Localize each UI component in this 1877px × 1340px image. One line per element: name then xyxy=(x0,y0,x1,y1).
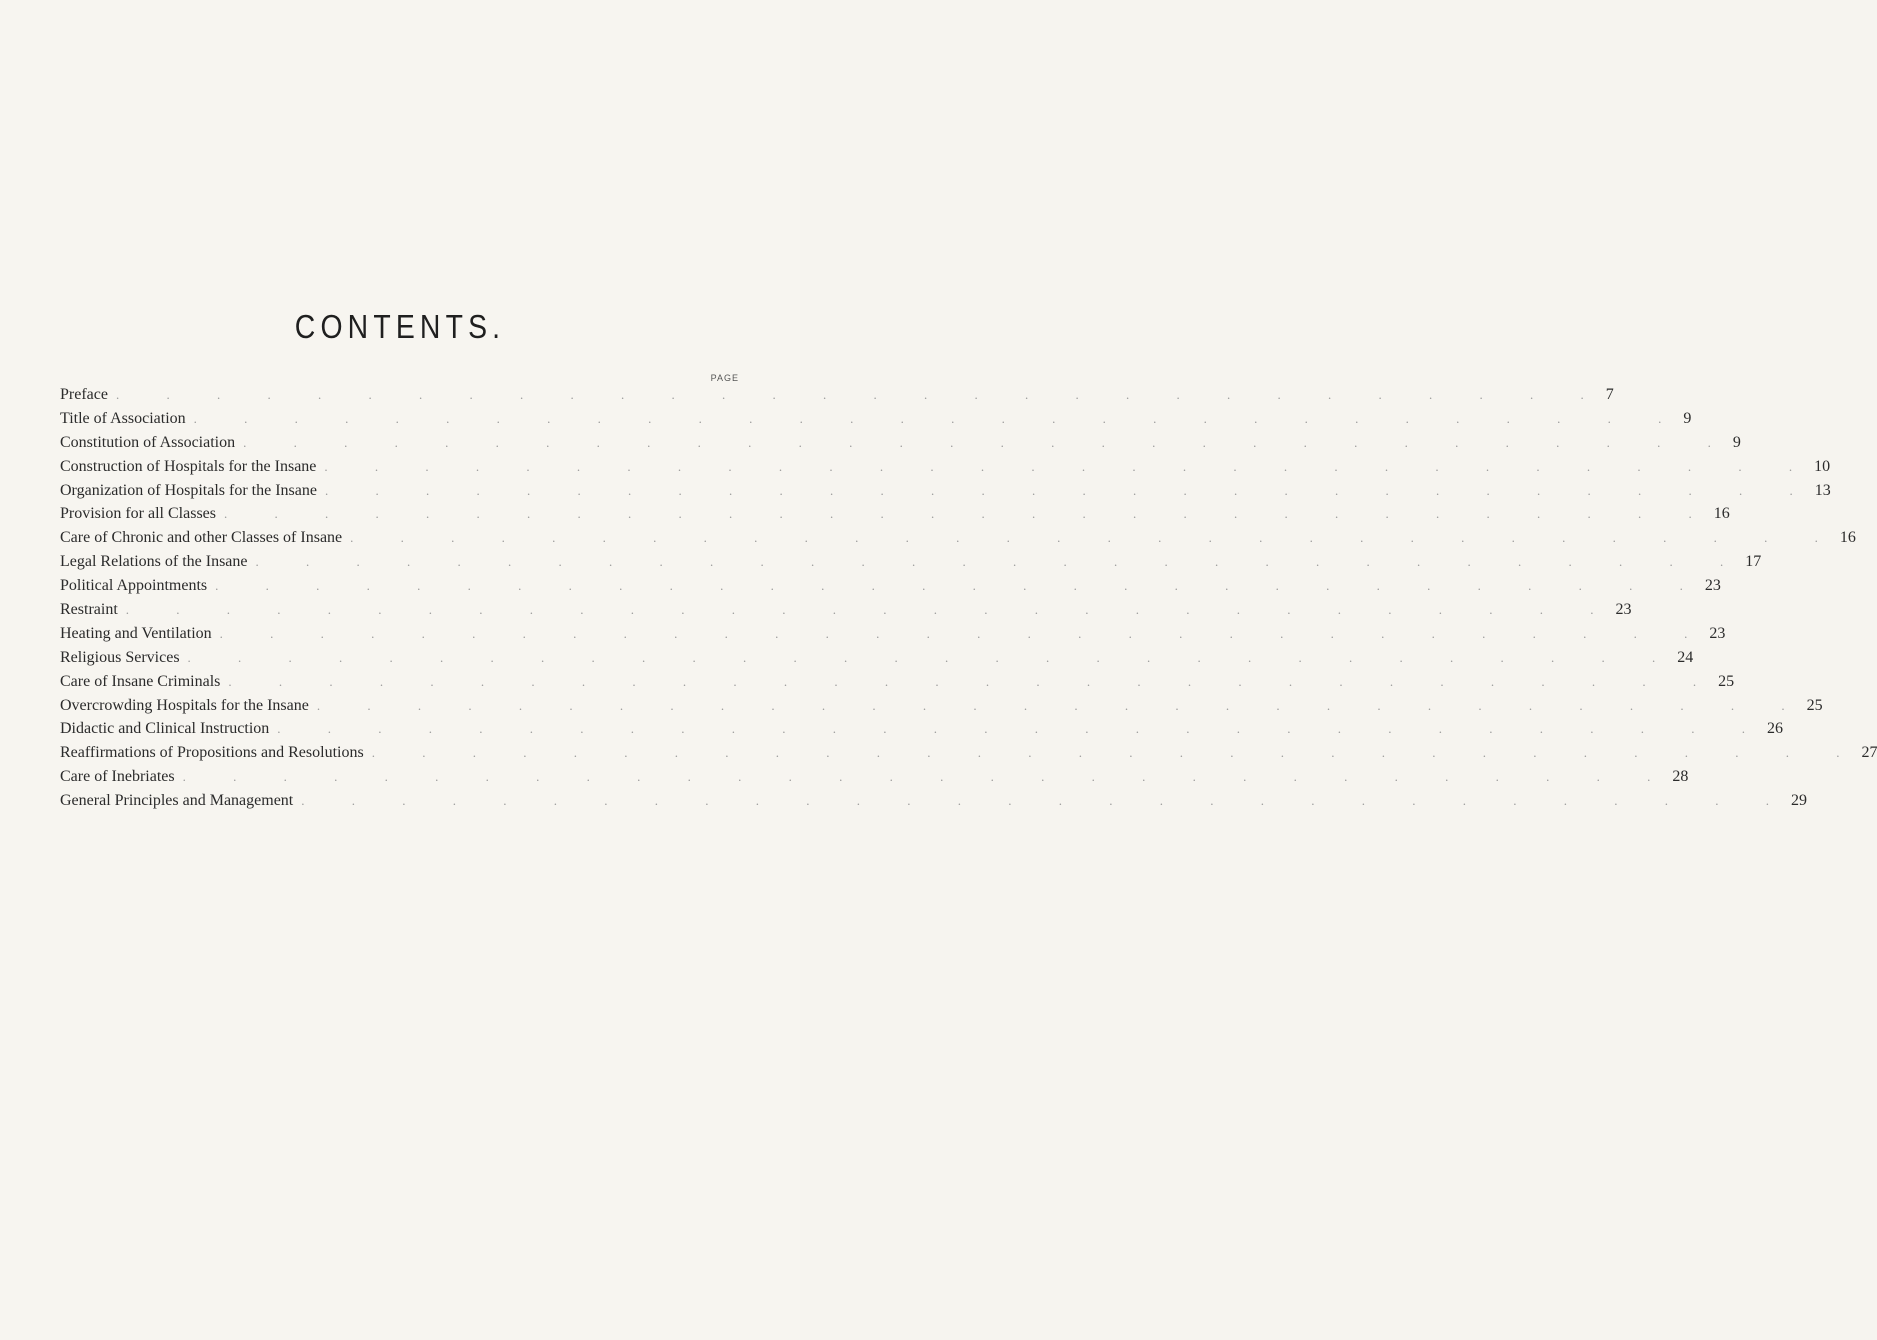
toc-entry-page: 17 xyxy=(1745,553,1762,571)
toc-entry-page: 23 xyxy=(1704,577,1721,595)
toc-entry xyxy=(60,433,1741,458)
toc-entry-title: Overcrowding Hospitals for the Insane xyxy=(60,696,309,714)
dot-leader: . . . . . . . . . . . . . . . . . . . . . . . . . . . . . . xyxy=(324,482,1815,498)
toc-entry xyxy=(60,720,1784,744)
toc-entry-page: 23 xyxy=(1709,624,1726,642)
dot-leader: . . . . . . . . . . . . . . . . . . . . . . . . . . . . . . xyxy=(219,625,1710,641)
toc-entry xyxy=(60,505,1730,529)
toc-entry xyxy=(60,577,1721,601)
toc-entry-title: Construction of Hospitals for the Insane xyxy=(60,457,317,475)
toc-entry-page: 23 xyxy=(1615,601,1632,619)
toc-entry-page: 10 xyxy=(1814,457,1831,475)
toc-entry-title: Constitution of Association xyxy=(60,433,236,451)
dot-leader: . . . . . . . . . . . . . . . . . . . . . . . . . . . . . . xyxy=(324,458,1815,474)
toc-entry-title: General Principles and Management xyxy=(60,792,294,810)
toc-entry xyxy=(60,386,1614,410)
toc-entry xyxy=(60,409,1692,434)
toc-entry-title: Religious Services xyxy=(60,648,180,666)
dot-leader: . . . . . . . . . . . . . . . . . . . . . . . . . . . . . . xyxy=(193,410,1684,426)
toc-entry-title: Organization of Hospitals for the Insane xyxy=(60,481,317,499)
dot-leader: . . . . . . . . . . . . . . . . . . . . . . . . . . . . . . xyxy=(243,434,1733,450)
toc-entry-page: 27 xyxy=(1861,744,1877,762)
toc-entry-title: Legal Relations of the Insane xyxy=(60,553,248,571)
toc-entry-page: 29 xyxy=(1791,792,1807,810)
toc-entry-page: 7 xyxy=(1605,386,1614,403)
toc-entry xyxy=(60,457,1831,482)
dot-leader: . . . . . . . . . . . . . . . . . . . . . . . . . . . . . . xyxy=(187,649,1678,665)
dot-leader: . . . . . . . . . . . . . . . . . . . . . . . . . . . . . . xyxy=(316,697,1807,713)
dot-leader: . . . . . . . . . . . . . . . . . . . . . . . . . . . . . . xyxy=(371,745,1862,761)
toc-entry-title: Didactic and Clinical Instruction xyxy=(60,720,270,738)
table-of-contents xyxy=(60,386,1877,816)
dot-leader: . . . . . . . . . . . . . . . . . . . . . . . . . . . . . . xyxy=(125,602,1616,618)
page-column-label: PAGE xyxy=(710,373,739,383)
toc-entry-page: 28 xyxy=(1672,768,1689,786)
toc-entry-page: 24 xyxy=(1677,648,1694,666)
toc-entry-page: 26 xyxy=(1767,720,1784,738)
toc-entry xyxy=(60,529,1856,553)
dot-leader: . . . . . . . . . . . . . . . . . . . . . . . . . . . . . . xyxy=(277,721,1768,737)
toc-entry xyxy=(60,624,1726,649)
toc-entry-title: Provision for all Classes xyxy=(60,505,216,523)
toc-entry-title: Restraint xyxy=(60,601,118,619)
toc-entry-title: Title of Association xyxy=(60,409,186,427)
toc-entry-title: Heating and Ventilation xyxy=(60,624,212,642)
dot-leader: . . . . . . . . . . . . . . . . . . . . . . . . . . . . . . xyxy=(255,554,1746,570)
toc-entry-title: Care of Inebriates xyxy=(60,768,175,786)
dot-leader: . . . . . . . . . . . . . . . . . . . . . . . . . . . . . . xyxy=(350,530,1840,546)
toc-entry-title: Care of Insane Criminals xyxy=(60,672,221,690)
toc-entry xyxy=(60,768,1689,792)
dot-leader: . . . . . . . . . . . . . . . . . . . . . . . . . . . . . . xyxy=(228,673,1719,689)
dot-leader: . . . . . . . . . . . . . . . . . . . . . . . . . . . . . . xyxy=(224,506,1714,522)
toc-entry xyxy=(60,792,1807,816)
toc-entry-page: 16 xyxy=(1713,505,1730,523)
toc-entry xyxy=(60,553,1762,577)
dot-leader: . . . . . . . . . . . . . . . . . . . . . . . . . . . . . . xyxy=(182,769,1673,785)
toc-entry-title: Political Appointments xyxy=(60,577,208,595)
toc-entry xyxy=(60,648,1694,673)
dot-leader: . . . . . . . . . . . . . . . . . . . . . . . . . . . . . . xyxy=(115,387,1606,402)
toc-entry xyxy=(60,696,1823,721)
toc-entry xyxy=(60,672,1735,697)
toc-entry xyxy=(60,601,1632,625)
toc-entry-page: 9 xyxy=(1732,433,1741,451)
toc-entry-page: 25 xyxy=(1806,696,1823,714)
toc-entry-page: 13 xyxy=(1814,481,1831,499)
toc-entry-title: Reaffirmations of Propositions and Resolutions xyxy=(60,744,364,762)
toc-entry-title: Preface xyxy=(60,386,108,403)
toc-entry-page: 16 xyxy=(1839,529,1856,547)
dot-leader: . . . . . . . . . . . . . . . . . . . . . . . . . . . . . . xyxy=(215,578,1705,594)
contents-heading: CONTENTS. xyxy=(294,308,506,346)
toc-entry xyxy=(60,481,1831,506)
toc-entry-page: 9 xyxy=(1683,409,1692,427)
toc-entry xyxy=(60,744,1877,768)
toc-entry-page: 25 xyxy=(1718,672,1735,690)
dot-leader: . . . . . . . . . . . . . . . . . . . . . . . . . . . . . . xyxy=(301,793,1791,809)
toc-entry-title: Care of Chronic and other Classes of Insane xyxy=(60,529,343,547)
